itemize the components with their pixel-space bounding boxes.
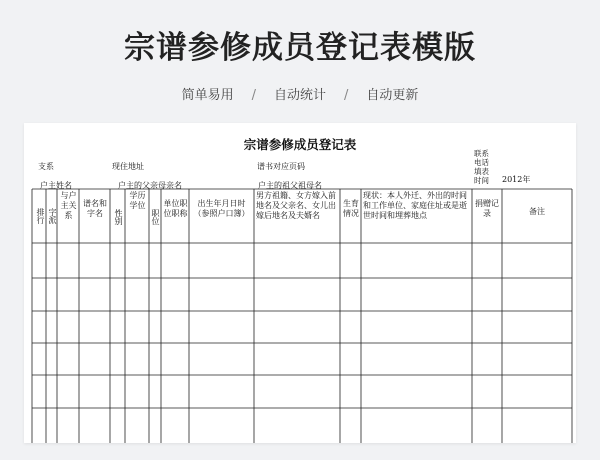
tag-auto-stats: 自动统计 — [273, 88, 326, 103]
header-birth-status: 生育情况 — [343, 199, 359, 218]
contact-label: 联系电话 — [474, 149, 489, 167]
tag-separator: / — [344, 88, 349, 103]
tag-easy: 简单易用 — [181, 88, 234, 103]
fill-time-label: 填表时间 — [474, 167, 489, 185]
page-ref-label: 谱书对应页码 — [257, 162, 305, 171]
header-education: 学历学位 — [129, 191, 146, 210]
header-rank: 排行 — [36, 208, 45, 224]
form-preview — [24, 123, 576, 443]
header-gender: 性别 — [114, 209, 123, 225]
address-label: 现住地址 — [112, 162, 144, 171]
header-relation: 与户主关系 — [60, 191, 77, 220]
header-work-unit: 单位职位职称 — [163, 199, 188, 218]
header-position: 职位 — [151, 209, 160, 225]
header-courtesy: 字派 — [48, 208, 57, 224]
document-title: 宗谱参修成员登记表 — [243, 137, 357, 152]
parents-label: 户主的父亲母亲名 — [118, 181, 182, 190]
header-remarks: 备注 — [529, 207, 545, 216]
tag-separator: / — [251, 88, 256, 103]
tag-auto-update: 自动更新 — [366, 88, 419, 103]
template-title: 宗谱参修成员登记表模版 — [124, 30, 476, 66]
grandparents-label: 户主的祖父祖母名 — [258, 181, 322, 190]
head-name-label: 户主姓名 — [40, 181, 72, 190]
header-status: 现状：本人外迁、外出的时间和工作单位、家庭住址或是逝世时间和埋葬地点 — [363, 191, 467, 220]
table-grid — [24, 123, 576, 443]
header-spouse-origin: 男方祖籍、女方嫁入前地名及父亲名、女儿出嫁后地名及夫婿名 — [256, 191, 336, 220]
header-donation: 捐赠记录 — [475, 199, 499, 218]
header-birth: 出生年月日时（参照户口簿） — [193, 199, 250, 218]
year-label: 2012年 — [502, 175, 531, 184]
feature-tags — [0, 84, 600, 103]
header-genealogy-name: 谱名和字名 — [83, 199, 107, 218]
branch-label: 支系 — [38, 162, 54, 171]
